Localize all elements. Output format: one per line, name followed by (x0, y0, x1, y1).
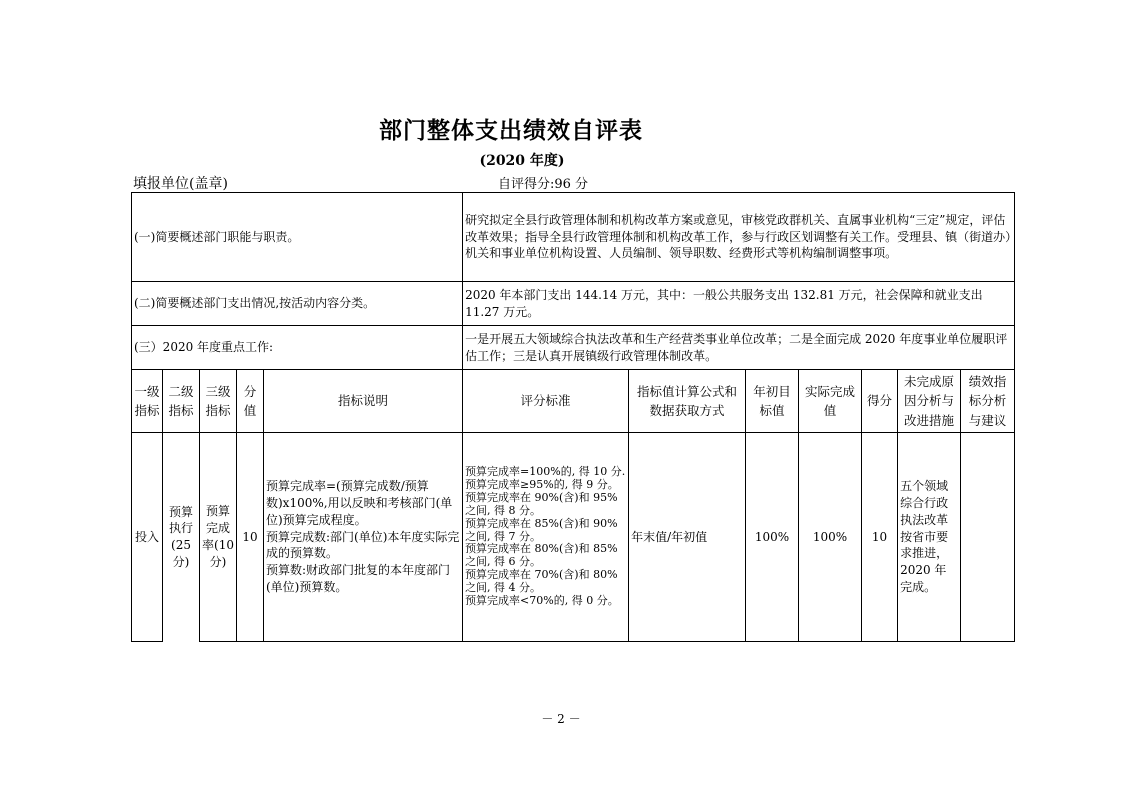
cell-level1: 投入 (132, 433, 163, 642)
fill-unit-label: 填报单位(盖章) (133, 176, 228, 192)
section-label: (三）2020 年度重点工作: (132, 326, 463, 370)
section-row-expenditure (132, 282, 1015, 326)
performance-table (131, 192, 1015, 642)
header-level1: 一级指标 (132, 370, 163, 433)
header-target: 年初目标值 (746, 370, 799, 433)
cell-suggestion (961, 433, 1015, 642)
cell-score: 10 (862, 433, 898, 642)
section-content: 2020 年本部门支出 144.14 万元，其中：一般公共服务支出 132.81 万元，社会保障和就业支出 11.27 万元。 (463, 282, 1015, 326)
year-subtitle: (2020 年度) (479, 153, 565, 169)
table-row (132, 433, 1015, 642)
section-content: 一是开展五大领域综合执法改革和生产经营类事业单位改革；二是全面完成 2020 年度事业单位履职评估工作；三是认真开展镇级行政管理体制改革。 (463, 326, 1015, 370)
page-number: － 2 － (541, 712, 581, 726)
table-header-row (132, 370, 1015, 433)
header-standard: 评分标准 (463, 370, 629, 433)
header-reason: 未完成原因分析与改进措施 (898, 370, 961, 433)
header-actual: 实际完成值 (799, 370, 862, 433)
header-formula: 指标值计算公式和数据获取方式 (629, 370, 746, 433)
header-points: 分值 (237, 370, 264, 433)
cell-formula: 年末值/年初值 (629, 433, 746, 642)
section-row-functions (132, 193, 1015, 282)
section-label: (二)简要概述部门支出情况,按活动内容分类。 (132, 282, 463, 326)
cell-level3: 预算完成率(10分) (200, 433, 237, 642)
header-score: 得分 (862, 370, 898, 433)
section-content: 研究拟定全县行政管理体制和机构改革方案或意见，审核党政群机关、直属事业机构“三定”规定，评估改革效果；指导全县行政管理体制和机构改革工作，参与行政区划调整有关工作。受理县、镇（街道办）机关和事业单位机构设置、人员编制、领导职数、经费形式等机构编制调整事项。 (463, 193, 1015, 282)
cell-actual: 100% (799, 433, 862, 642)
section-row-key-work (132, 326, 1015, 370)
page-title: 部门整体支出绩效自评表 (379, 117, 643, 144)
cell-standard: 预算完成率=100%的, 得 10 分. 预算完成率≥95%的, 得 9 分。 预算完成率在 90%(含)和 95%之间, 得 8 分。 预算完成率在 85%(含)和 90%之间, 得 7 分。 预算完成率在 80%(含)和 85%之间, 得 6 分。 预算完成率在 70%(含)和 80%之间, 得 4 分。 预算完成率<70%的, 得 0 分。 (463, 433, 629, 642)
section-label: (一)简要概述部门职能与职责。 (132, 193, 463, 282)
cell-points: 10 (237, 433, 264, 642)
cell-level2: 预算执行(25分) (163, 433, 200, 642)
cell-description: 预算完成率=(预算完成数/预算数)x100%,用以反映和考核部门(单位)预算完成程度。 预算完成数:部门(单位)本年度实际完成的预算数。 预算数:财政部门批复的本年度部门(单位)预算数。 (264, 433, 463, 642)
cell-target: 100% (746, 433, 799, 642)
header-suggestion: 绩效指标分析与建议 (961, 370, 1015, 433)
header-level2: 二级指标 (163, 370, 200, 433)
header-level3: 三级指标 (200, 370, 237, 433)
cell-reason: 五个领域综合行政执法改革按省市要求推进，2020 年完成。 (898, 433, 961, 642)
header-description: 指标说明 (264, 370, 463, 433)
self-score-label: 自评得分:96 分 (498, 177, 589, 192)
